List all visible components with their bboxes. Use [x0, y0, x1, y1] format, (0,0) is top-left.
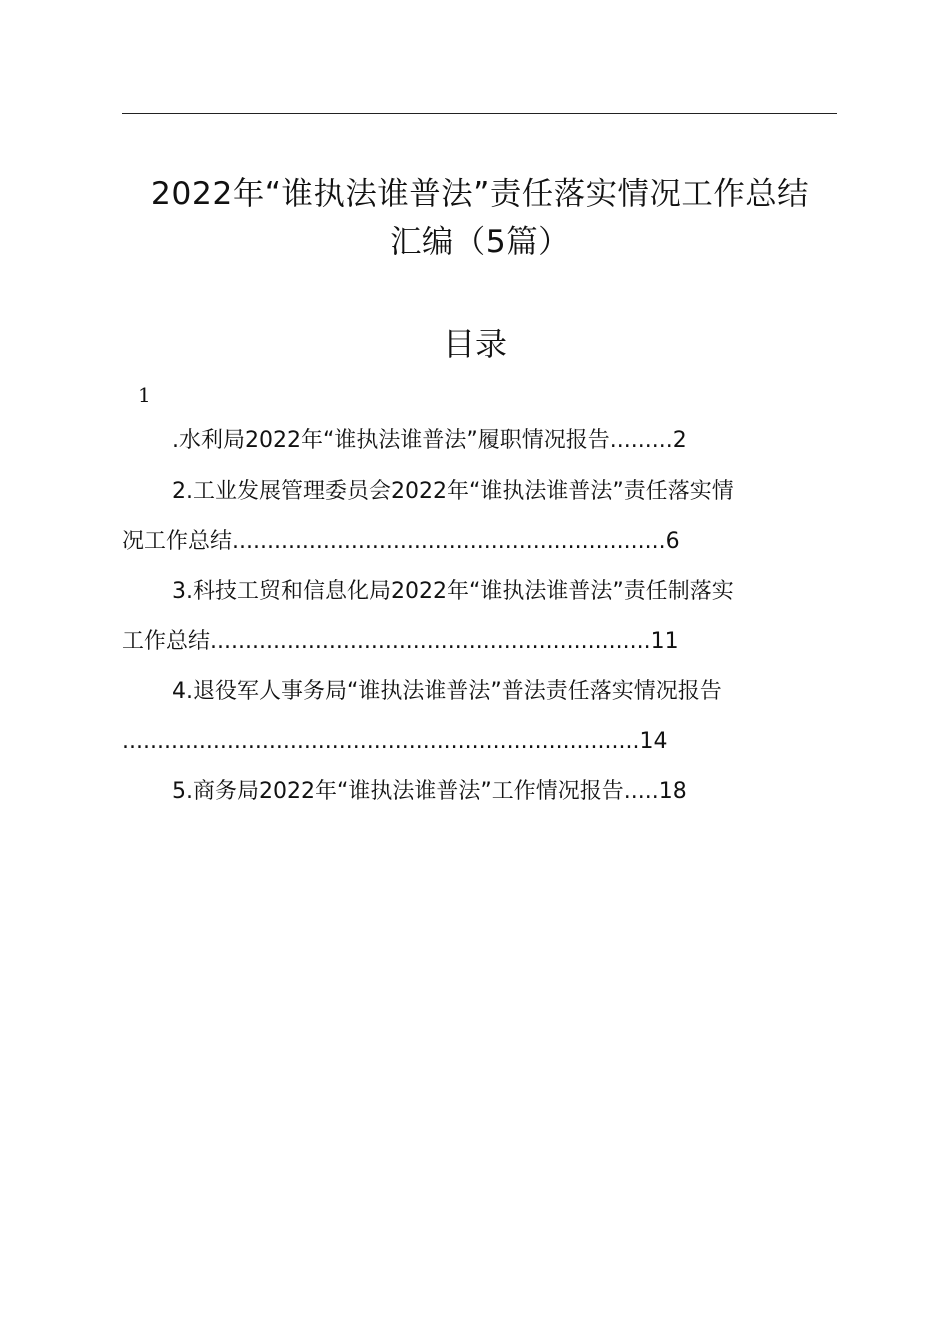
toc-entry-2-line-1[interactable]: 2.工业发展管理委员会2022年“谁执法谁普法”责任落实情	[172, 479, 734, 504]
toc-heading: 目录	[442, 325, 507, 363]
document-title-line-1: 2022年“谁执法谁普法”责任落实情况工作总结	[150, 176, 810, 212]
toc-entry-4-line-1[interactable]: 4.退役军人事务局“谁执法谁普法”普法责任落实情况报告	[172, 679, 722, 704]
document-title-line-2: 汇编（5篇）	[389, 224, 571, 260]
list-marker: 1	[138, 383, 151, 407]
toc-entry-4-line-2[interactable]: ..........................................................................14	[122, 729, 668, 754]
header-rule	[122, 113, 837, 114]
toc-entry-1[interactable]: .水利局2022年“谁执法谁普法”履职情况报告.........2	[172, 428, 687, 453]
toc-entry-2-line-2[interactable]: 况工作总结..............................................................6	[122, 529, 680, 554]
toc-entry-3-line-1[interactable]: 3.科技工贸和信息化局2022年“谁执法谁普法”责任制落实	[172, 579, 734, 604]
toc-entry-3-line-2[interactable]: 工作总结...............................................................11	[122, 629, 679, 654]
toc-entry-5[interactable]: 5.商务局2022年“谁执法谁普法”工作情况报告.....18	[172, 779, 687, 804]
